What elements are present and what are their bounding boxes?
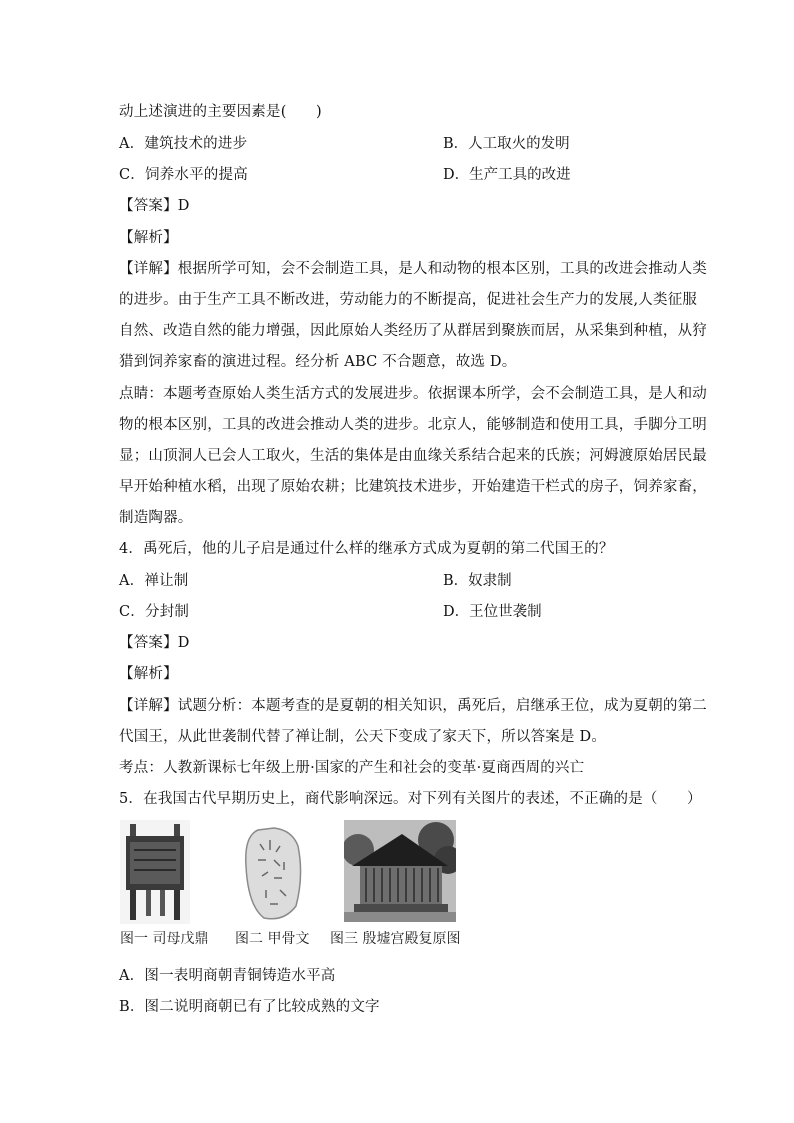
q5-stem: 5．在我国古代早期历史上，商代影响深远。对下列有关图片的表述，不正确的是（ ）	[119, 791, 702, 807]
q4-stem: 4．禹死后，他的儿子启是通过什么样的继承方式成为夏朝的第二代国王的？	[119, 541, 614, 557]
q3-detail-line: 猎到饲养家畜的演进过程。经分析 ABC 不合题意，故选 D。	[119, 354, 517, 370]
figure-caption-2: 图二 甲骨文	[235, 931, 310, 947]
q3-detail-line: 的进步。由于生产工具不断改进，劳动能力的不断提高，促进社会生产力的发展,人类征服	[119, 292, 698, 308]
oracle-bone-image	[240, 826, 306, 922]
q3-note-line: 制造陶器。	[119, 510, 193, 526]
q4-detail-line: 代国王，从此世袭制代替了禅让制，公天下变成了家天下，所以答案是 D。	[119, 729, 607, 745]
q4-point: 考点：人教新课标七年级上册·国家的产生和社会的变革·夏商西周的兴亡	[119, 760, 585, 776]
q3-option-d: D．生产工具的改进	[443, 167, 571, 183]
q3-note-line: 早开始种植水稻，出现了原始农耕；比建筑技术进步，开始建造干栏式的房子，饲养家畜，	[119, 479, 707, 495]
q3-note-line: 显；山顶洞人已会人工取火，生活的集体是由血缘关系结合起来的氏族；河姆渡原始居民最	[119, 448, 707, 464]
q3-option-b: B．人工取火的发明	[443, 136, 570, 152]
q3-stem-tail: 动上述演进的主要因素是( )	[119, 104, 322, 120]
q3-option-a: A．建筑技术的进步	[119, 136, 248, 152]
simuwu-ding-image	[120, 820, 190, 924]
q4-option-d: D．王位世袭制	[443, 604, 542, 620]
q5-option-b: B．图二说明商朝已有了比较成熟的文字	[119, 999, 380, 1015]
q3-note-line: 物的根本区别，工具的改进会推动人类的进步。北京人，能够制造和使用工具，手脚分工明	[119, 417, 707, 433]
figure-caption-1: 图一 司母戊鼎	[120, 931, 209, 947]
yinxu-palace-image	[344, 820, 456, 922]
q4-option-a: A．禅让制	[119, 573, 189, 589]
q4-analysis-title: 【解析】	[119, 666, 178, 682]
q4-answer: 【答案】D	[119, 635, 190, 651]
q5-option-a: A．图一表明商朝青铜铸造水平高	[119, 968, 336, 984]
figure-caption-3: 图三 殷墟宫殿复原图	[330, 931, 461, 947]
q3-detail-line: 【详解】根据所学可知，会不会制造工具，是人和动物的根本区别，工具的改进会推动人类	[119, 261, 707, 277]
q3-answer: 【答案】D	[119, 198, 190, 214]
q3-note-line: 点睛：本题考查原始人类生活方式的发展进步。依据课本所学，会不会制造工具，是人和动	[119, 386, 707, 402]
q3-option-c: C．饲养水平的提高	[119, 167, 248, 183]
q3-analysis-title: 【解析】	[119, 230, 178, 246]
q4-detail-line: 【详解】试题分析：本题考查的是夏朝的相关知识，禹死后，启继承王位，成为夏朝的第二	[119, 698, 707, 714]
q3-detail-line: 自然、改造自然的能力增强，因此原始人类经历了从群居到聚族而居，从采集到种植，从狩	[119, 323, 707, 339]
q4-option-b: B．奴隶制	[443, 573, 512, 589]
q4-option-c: C．分封制	[119, 604, 190, 620]
